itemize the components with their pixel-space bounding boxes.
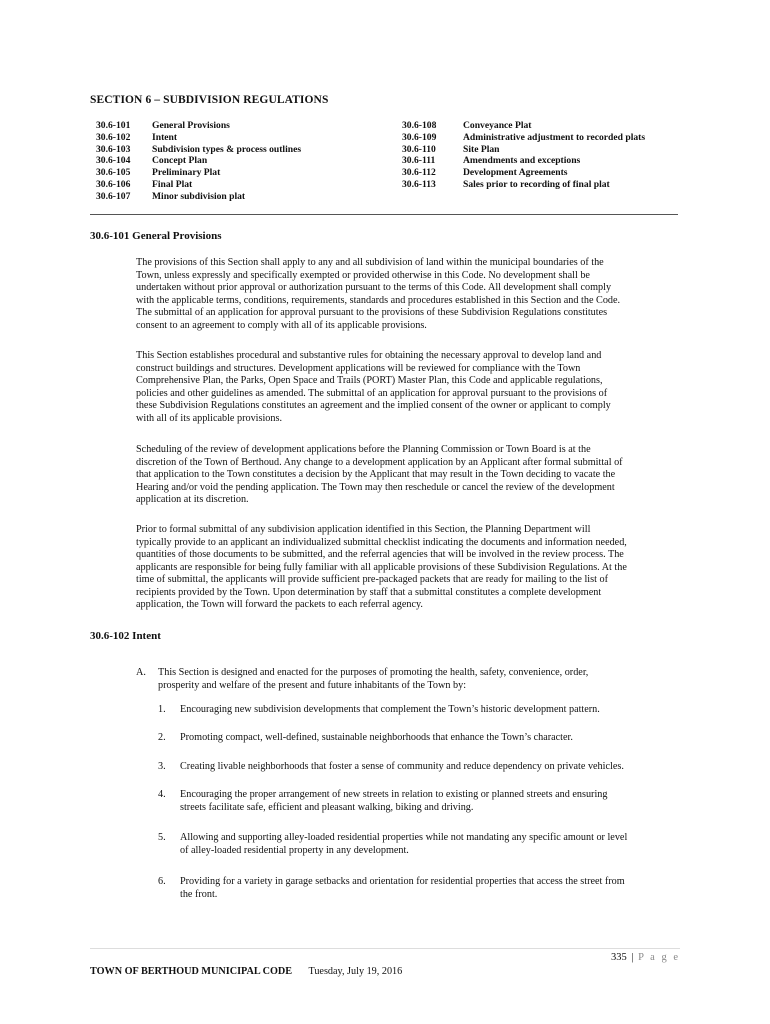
footer-date: Tuesday, July 19, 2016 [308,966,403,977]
footer-divider [90,948,680,949]
intent-item-text [180,876,690,901]
toc-entry-number: 30.6-107 [96,190,131,202]
page-label: P a g e [638,952,680,963]
text-line: the front. [180,888,218,900]
toc-entry [96,144,301,156]
text-line: policies and other guidelines as amended. The submittal of an application for approval pursuant to the provisions of [136,387,608,399]
toc-entry-title: General Provisions [152,120,230,131]
text-line: consent to an agreement to comply with all of its applicable provisions. [136,319,427,331]
text-line: prosperity and welfare of the present and future inhabitants of the Town by: [158,679,467,691]
text-line: Allowing and supporting alley-loaded residential properties while not mandating any specific amount or level [180,832,628,843]
text-line: applicants are responsible for being fully familiar with all applicable provisions of these Subdivision Regulations. At the [136,561,627,573]
footer-code-name: TOWN OF BERTHOUD MUNICIPAL CODE [90,966,293,977]
text-line: typically provide to an applicant an individualized submittal checklist indicating the documents and information needed, [136,536,627,548]
toc-entry-number: 30.6-108 [402,120,437,131]
text-line: with the applicable terms, conditions, requirements, standards and procedures established in this Section and the Code. [136,294,621,306]
text-line: application at its discretion. [136,494,249,505]
text-line: time of submittal, the applicants will provide sufficient pre-packaged packets that are ready for mailing to the list of [136,574,608,585]
toc-entry [402,179,645,191]
text-line: This Section is designed and enacted for the purposes of promoting the health, safety, convenience, order, [158,667,589,678]
text-line: these Subdivision Regulations constitutes an agreement and the implied consent of the owner or applicant to comply [136,400,611,411]
toc-entry-title: Final Plat [152,178,193,190]
toc-entry [96,191,301,203]
text-line: Town, unless expressly and specifically exempted or provided otherwise in this Code. No development shall be [136,269,590,281]
text-line: Comprehensive Plan, the Parks, Open Space and Trails (PORT) Master Plan, this Code and applicable regulations, [136,375,603,386]
toc-entry-number: 30.6-109 [402,131,437,143]
intent-item-number: 2. [158,732,166,743]
toc-entry-number: 30.6-106 [96,178,131,190]
text-line: Creating livable neighborhoods that foster a sense of community and reduce dependency on private vehicles. [180,761,624,772]
toc-entry [96,179,301,191]
toc-entry-number: 30.6-110 [402,143,436,155]
toc-entry-title: Conveyance Plat [463,120,532,131]
item-a-label: A. [136,667,146,678]
text-line: The provisions of this Section shall apply to any and all subdivision of land within the municipal boundaries of the [136,257,604,268]
toc-entry [96,132,301,144]
toc-entry-number: 30.6-101 [96,120,131,131]
toc-entry-title: Preliminary Plat [152,167,221,179]
toc-entry-title: Site Plan [463,143,500,155]
text-line: This Section establishes procedural and substantive rules for obtaining the necessary approval to develop land and [136,350,602,361]
toc-entry [96,155,301,167]
text-line: Providing for a variety in garage setbacks and orientation for residential properties that access the street from [180,876,625,887]
toc-entry-title: Development Agreements [463,167,568,179]
toc-left-column [96,120,301,203]
section-title: SECTION 6 – SUBDIVISION REGULATIONS [90,94,329,106]
text-line: construct buildings and structures. Development applications will be reviewed for compliance with the Town [136,362,581,374]
heading-general-provisions: 30.6-101 General Provisions [90,230,222,242]
intent-item-text [180,732,690,745]
text-line: application, the Town will forward the packets to each referral agency. [136,599,423,610]
intent-item-number: 1. [158,704,166,715]
toc-entry-title: Concept Plan [152,155,208,167]
text-line: Encouraging new subdivision developments that complement the Town’s historic development pattern. [180,704,600,715]
intent-item-text [180,789,690,814]
intent-item-text [180,704,690,717]
page-number [611,952,680,963]
text-line: recipients provided by the Town. Upon determination by staff that a submittal constitutes a complete development [136,586,602,598]
toc-entry-number: 30.6-102 [96,131,131,143]
text-line: quantities of those documents to be submitted, and the referral agencies that will be involved in the review process. The [136,549,624,560]
toc-entry-title: Sales prior to recording of final plat [463,178,610,190]
text-line: The submittal of an application for approval pursuant to the provisions of these Subdivision Regulations constitutes [136,307,608,318]
text-line: Scheduling of the review of development applications before the Planning Commission or Town Board is at the [136,444,591,455]
intent-item-number: 4. [158,789,166,800]
text-line: Hearing and/or void the pending application. The Town may then reschedule or cancel the review of the development [136,481,615,493]
intent-item-number: 5. [158,832,166,843]
text-line: undertaken without prior approval or authorization pursuant to the terms of this Code. All development shall comply [136,282,612,293]
paragraph-3 [136,444,682,507]
toc-entry [402,167,645,179]
toc-entry [402,155,645,167]
text-line: Prior to formal submittal of any subdivision application identified in this Section, the Planning Department will [136,524,591,535]
toc-entry-number: 30.6-111 [402,155,436,167]
toc-entry-title: Amendments and exceptions [463,155,581,167]
paragraph-4 [136,524,682,612]
toc-entry [96,120,301,132]
intent-item-text [180,832,690,857]
text-line: with all of its applicable provisions. [136,412,282,424]
toc-entry [402,120,645,132]
paragraph-1 [136,257,682,332]
toc-entry-title: Minor subdivision plat [152,190,246,202]
toc-entry-title: Intent [152,131,178,143]
toc-entry-title: Subdivision types & process outlines [152,143,302,155]
toc-entry-number: 30.6-103 [96,143,131,155]
toc-entry-title: Administrative adjustment to recorded plats [463,131,646,143]
toc-entry [402,144,645,156]
intent-item-number: 3. [158,761,166,772]
text-line: Promoting compact, well-defined, sustainable neighborhoods that enhance the Town’s character. [180,732,573,743]
intent-item-text [180,761,690,774]
text-line: discretion of the Town of Berthoud. Any change to a development application by an Applicant after formal submittal of [136,456,623,468]
heading-intent: 30.6-102 Intent [90,630,161,642]
text-line: of alley-loaded residential property in any development. [180,844,409,856]
toc-entry [96,167,301,179]
section-divider [90,214,678,215]
page-number-value: 335 [610,952,627,963]
footer [90,966,402,977]
toc-entry-number: 30.6-112 [402,167,436,179]
intent-item-number: 6. [158,876,166,887]
toc-right-column [402,120,645,191]
toc-entry-number: 30.6-105 [96,167,131,179]
page-separator: | [631,952,634,963]
toc-entry [402,132,645,144]
text-line: Encouraging the proper arrangement of new streets in relation to existing or planned streets and ensuring [180,789,608,800]
text-line: that application to the Town constitutes a decision by the Applicant that may result in the Town deciding to vacate the [136,469,616,480]
item-a-text [158,667,688,692]
paragraph-2 [136,350,682,425]
toc-entry-number: 30.6-113 [402,178,436,190]
toc-entry-number: 30.6-104 [96,155,131,167]
text-line: streets facilitate safe, efficient and pleasant walking, biking and driving. [180,801,474,813]
